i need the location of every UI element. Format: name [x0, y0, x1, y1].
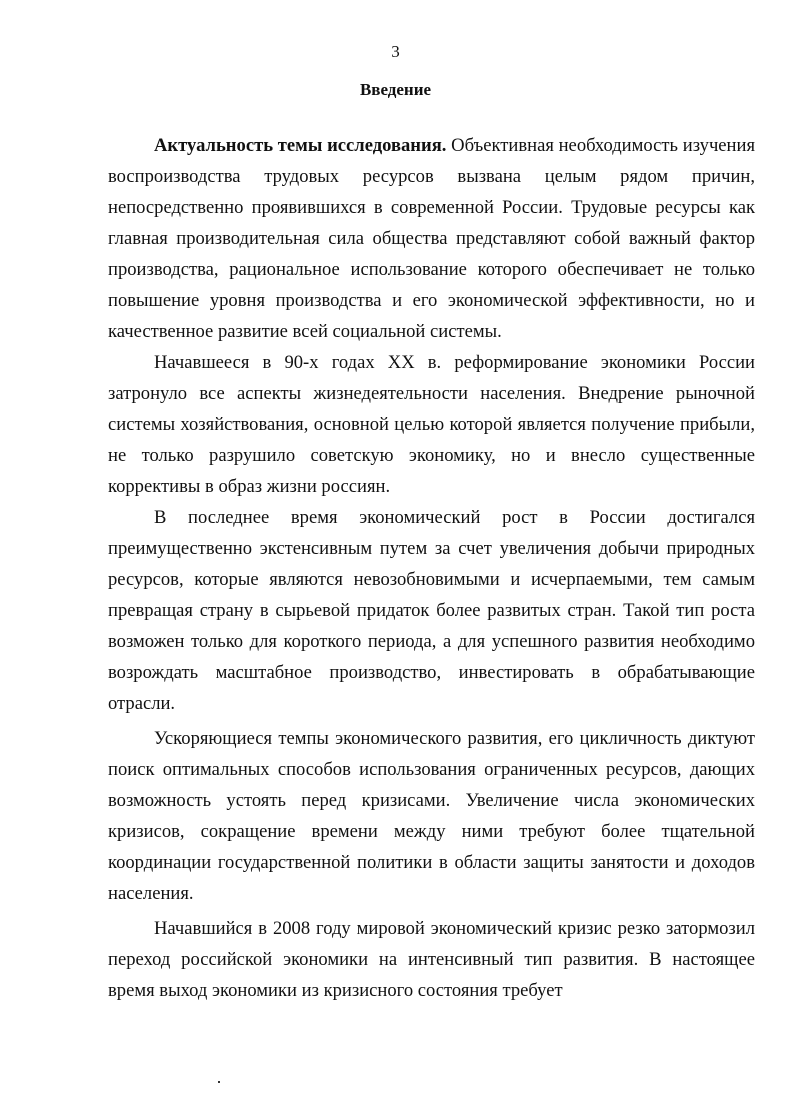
- page-number: 3: [391, 42, 400, 61]
- paragraph-growth: В последнее время экономический рост в России достигался преимущественно экстенсивным путем за счет увеличения добычи природных ресурсов, которые являются невозобновимыми и исчерпаемыми, тем самым превращая страну в сырьевой придаток более развитых стран. Такой тип роста возможен только для короткого периода, а для успешного развития необходимо возрождать масштабное производство, инвестировать в обрабатывающие отрасли.: [108, 507, 755, 714]
- paragraph-2008-crisis: Начавшийся в 2008 году мировой экономический кризис резко затормозил переход российской экономики на интенсивный тип развития. В настоящее время выход экономики из кризисного состояния требует: [108, 918, 755, 1001]
- paragraph-text: Объективная необходимость изучения воспроизводства трудовых ресурсов вызвана целым рядом причин, непосредственно проявившихся в современной России. Трудовые ресурсы как главная производительная сила общества представляют собой важный фактор производства, рациональное использование которого обеспечивает не только повышение уровня производства и его экономической эффективности, но и качественное развитие всей социальной системы.: [108, 135, 756, 342]
- paragraph-reform: Начавшееся в 90-х годах XX в. реформирование экономики России затронуло все аспекты жизнедеятельности населения. Внедрение рыночной системы хозяйствования, основной целью которой является получение прибыли, не только разрушило советскую экономику, но и внесло существенные коррективы в образ жизни россиян.: [108, 352, 755, 497]
- body-text: [108, 130, 755, 1006]
- scan-speck: [218, 1081, 220, 1083]
- paragraph-relevance: [108, 130, 755, 347]
- page-title: Введение: [359, 80, 432, 99]
- paragraph-crises: Ускоряющиеся темпы экономического развития, его цикличность диктуют поиск оптимальных способов использования ограниченных ресурсов, дающих возможность устоять перед кризисами. Увеличение числа экономических кризисов, сокращение времени между ними требуют более тщательной координации государственной политики в области защиты занятости и доходов населения.: [108, 728, 755, 904]
- paragraph-lead: Актуальность темы исследования.: [154, 135, 447, 156]
